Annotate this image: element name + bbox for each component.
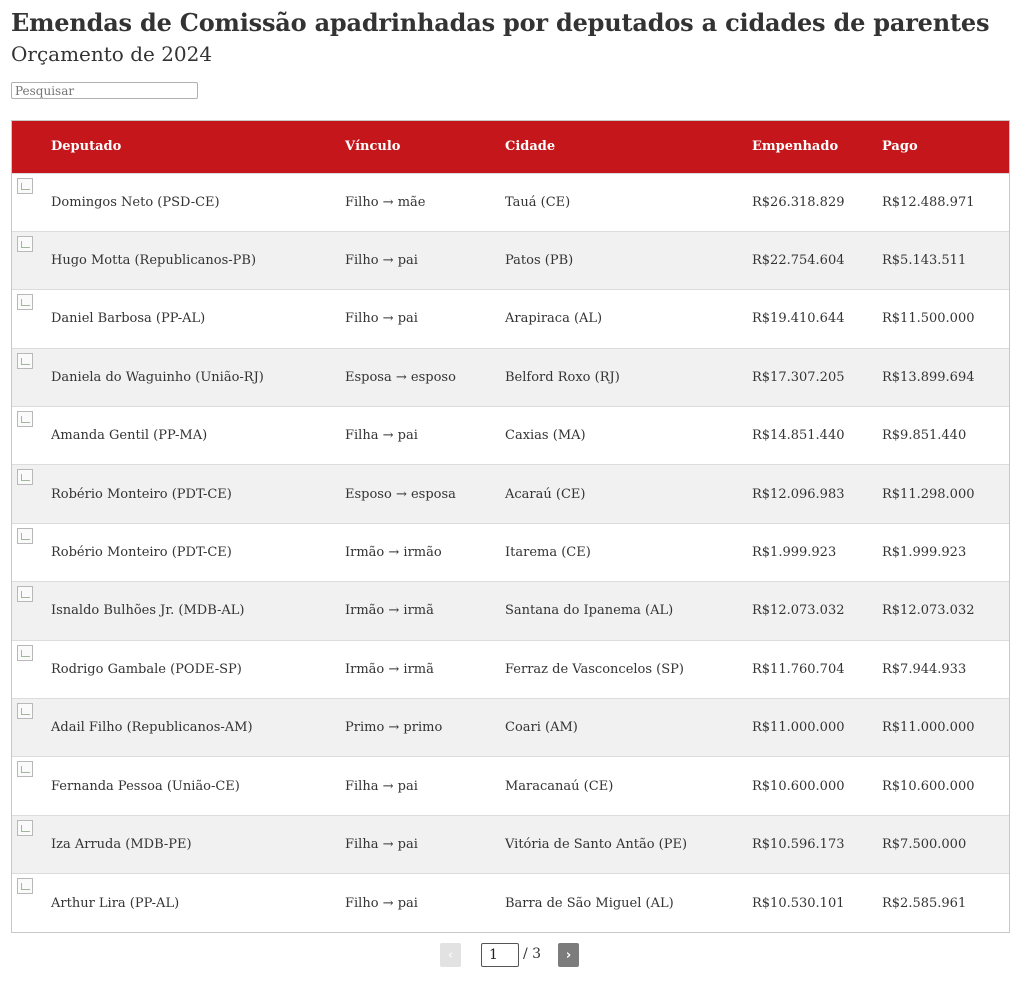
broken-image-icon xyxy=(17,294,33,310)
cell-cidade: Vitória de Santo Antão (PE) xyxy=(505,815,752,873)
pagination xyxy=(0,943,1020,967)
cell-deputado: Rodrigo Gambale (PODE-SP) xyxy=(51,640,345,698)
deputy-photo-cell xyxy=(12,407,51,465)
cell-cidade: Coari (AM) xyxy=(505,699,752,757)
next-page-button[interactable]: › xyxy=(558,943,579,967)
column-header-deputado[interactable]: Deputado xyxy=(51,139,122,155)
broken-image-icon xyxy=(17,236,33,252)
cell-empenhado: R$10.530.101 xyxy=(752,874,882,932)
deputy-photo-cell xyxy=(12,348,51,406)
cell-cidade: Belford Roxo (RJ) xyxy=(505,348,752,406)
cell-empenhado: R$14.851.440 xyxy=(752,407,882,465)
column-header-empenhado[interactable]: Empenhado xyxy=(752,139,839,155)
broken-image-icon xyxy=(17,761,33,777)
cell-cidade: Barra de São Miguel (AL) xyxy=(505,874,752,932)
cell-cidade: Tauá (CE) xyxy=(505,173,752,231)
table-row xyxy=(12,699,1009,757)
cell-deputado: Hugo Motta (Republicanos-PB) xyxy=(51,231,345,289)
deputy-photo-cell xyxy=(12,582,51,640)
broken-image-icon xyxy=(17,469,33,485)
cell-pago: R$2.585.961 xyxy=(882,874,1009,932)
table-row xyxy=(12,523,1009,581)
cell-empenhado: R$22.754.604 xyxy=(752,231,882,289)
cell-pago: R$12.488.971 xyxy=(882,173,1009,231)
cell-pago: R$11.000.000 xyxy=(882,699,1009,757)
cell-empenhado: R$10.596.173 xyxy=(752,815,882,873)
cell-deputado: Iza Arruda (MDB-PE) xyxy=(51,815,345,873)
deputy-photo-cell xyxy=(12,290,51,348)
deputy-photo-cell xyxy=(12,874,51,932)
page-total: / 3 xyxy=(523,946,542,962)
cell-deputado: Daniel Barbosa (PP-AL) xyxy=(51,290,345,348)
column-header-photo xyxy=(12,121,51,173)
broken-image-icon xyxy=(17,411,33,427)
table-row xyxy=(12,757,1009,815)
cell-empenhado: R$17.307.205 xyxy=(752,348,882,406)
cell-cidade: Acaraú (CE) xyxy=(505,465,752,523)
broken-image-icon xyxy=(17,878,33,894)
deputy-photo-cell xyxy=(12,523,51,581)
broken-image-icon xyxy=(17,353,33,369)
cell-cidade: Patos (PB) xyxy=(505,231,752,289)
page-subtitle: Orçamento de 2024 xyxy=(11,42,213,66)
table-row xyxy=(12,290,1009,348)
cell-cidade: Maracanaú (CE) xyxy=(505,757,752,815)
cell-vinculo: Filha → pai xyxy=(345,815,505,873)
cell-deputado: Domingos Neto (PSD-CE) xyxy=(51,173,345,231)
cell-vinculo: Filho → mãe xyxy=(345,173,505,231)
broken-image-icon xyxy=(17,586,33,602)
column-header-cidade[interactable]: Cidade xyxy=(505,139,556,155)
broken-image-icon xyxy=(17,820,33,836)
cell-empenhado: R$1.999.923 xyxy=(752,523,882,581)
cell-vinculo: Irmão → irmã xyxy=(345,582,505,640)
cell-pago: R$11.298.000 xyxy=(882,465,1009,523)
table-row xyxy=(12,815,1009,873)
cell-deputado: Isnaldo Bulhões Jr. (MDB-AL) xyxy=(51,582,345,640)
table-row xyxy=(12,348,1009,406)
data-table-container xyxy=(11,120,1010,933)
cell-empenhado: R$12.096.983 xyxy=(752,465,882,523)
deputy-photo-cell xyxy=(12,699,51,757)
cell-pago: R$7.944.933 xyxy=(882,640,1009,698)
table-row xyxy=(12,874,1009,932)
table-row xyxy=(12,640,1009,698)
cell-empenhado: R$10.600.000 xyxy=(752,757,882,815)
cell-deputado: Amanda Gentil (PP-MA) xyxy=(51,407,345,465)
deputy-photo-cell xyxy=(12,173,51,231)
broken-image-icon xyxy=(17,645,33,661)
cell-cidade: Caxias (MA) xyxy=(505,407,752,465)
cell-vinculo: Filha → pai xyxy=(345,757,505,815)
cell-vinculo: Esposo → esposa xyxy=(345,465,505,523)
deputy-photo-cell xyxy=(12,231,51,289)
deputy-photo-cell xyxy=(12,757,51,815)
data-table xyxy=(12,121,1009,932)
cell-vinculo: Filho → pai xyxy=(345,231,505,289)
cell-cidade: Ferraz de Vasconcelos (SP) xyxy=(505,640,752,698)
cell-empenhado: R$11.000.000 xyxy=(752,699,882,757)
cell-deputado: Adail Filho (Republicanos-AM) xyxy=(51,699,345,757)
cell-deputado: Arthur Lira (PP-AL) xyxy=(51,874,345,932)
column-header-vinculo[interactable]: Vínculo xyxy=(345,139,401,155)
table-row xyxy=(12,582,1009,640)
cell-pago: R$7.500.000 xyxy=(882,815,1009,873)
cell-vinculo: Primo → primo xyxy=(345,699,505,757)
search-input[interactable] xyxy=(11,82,198,99)
cell-cidade: Arapiraca (AL) xyxy=(505,290,752,348)
cell-empenhado: R$12.073.032 xyxy=(752,582,882,640)
cell-pago: R$5.143.511 xyxy=(882,231,1009,289)
column-header-pago[interactable]: Pago xyxy=(882,139,918,155)
cell-cidade: Santana do Ipanema (AL) xyxy=(505,582,752,640)
deputy-photo-cell xyxy=(12,465,51,523)
cell-vinculo: Filho → pai xyxy=(345,874,505,932)
cell-vinculo: Esposa → esposo xyxy=(345,348,505,406)
table-body xyxy=(12,173,1009,932)
page-title: Emendas de Comissão apadrinhadas por deputados a cidades de parentes xyxy=(11,8,990,37)
cell-vinculo: Irmão → irmã xyxy=(345,640,505,698)
cell-pago: R$12.073.032 xyxy=(882,582,1009,640)
broken-image-icon xyxy=(17,178,33,194)
cell-pago: R$11.500.000 xyxy=(882,290,1009,348)
cell-pago: R$10.600.000 xyxy=(882,757,1009,815)
previous-page-button[interactable]: ‹ xyxy=(440,943,461,967)
cell-deputado: Robério Monteiro (PDT-CE) xyxy=(51,465,345,523)
broken-image-icon xyxy=(17,528,33,544)
table-header-row xyxy=(12,121,1009,173)
cell-empenhado: R$19.410.644 xyxy=(752,290,882,348)
cell-deputado: Daniela do Waguinho (União-RJ) xyxy=(51,348,345,406)
table-row xyxy=(12,465,1009,523)
cell-cidade: Itarema (CE) xyxy=(505,523,752,581)
cell-vinculo: Filho → pai xyxy=(345,290,505,348)
table-row xyxy=(12,407,1009,465)
cell-pago: R$13.899.694 xyxy=(882,348,1009,406)
cell-deputado: Robério Monteiro (PDT-CE) xyxy=(51,523,345,581)
cell-empenhado: R$11.760.704 xyxy=(752,640,882,698)
cell-deputado: Fernanda Pessoa (União-CE) xyxy=(51,757,345,815)
cell-pago: R$1.999.923 xyxy=(882,523,1009,581)
deputy-photo-cell xyxy=(12,815,51,873)
cell-empenhado: R$26.318.829 xyxy=(752,173,882,231)
cell-pago: R$9.851.440 xyxy=(882,407,1009,465)
deputy-photo-cell xyxy=(12,640,51,698)
broken-image-icon xyxy=(17,703,33,719)
page-number-input[interactable] xyxy=(481,943,519,967)
cell-vinculo: Irmão → irmão xyxy=(345,523,505,581)
table-row xyxy=(12,231,1009,289)
cell-vinculo: Filha → pai xyxy=(345,407,505,465)
table-row xyxy=(12,173,1009,231)
